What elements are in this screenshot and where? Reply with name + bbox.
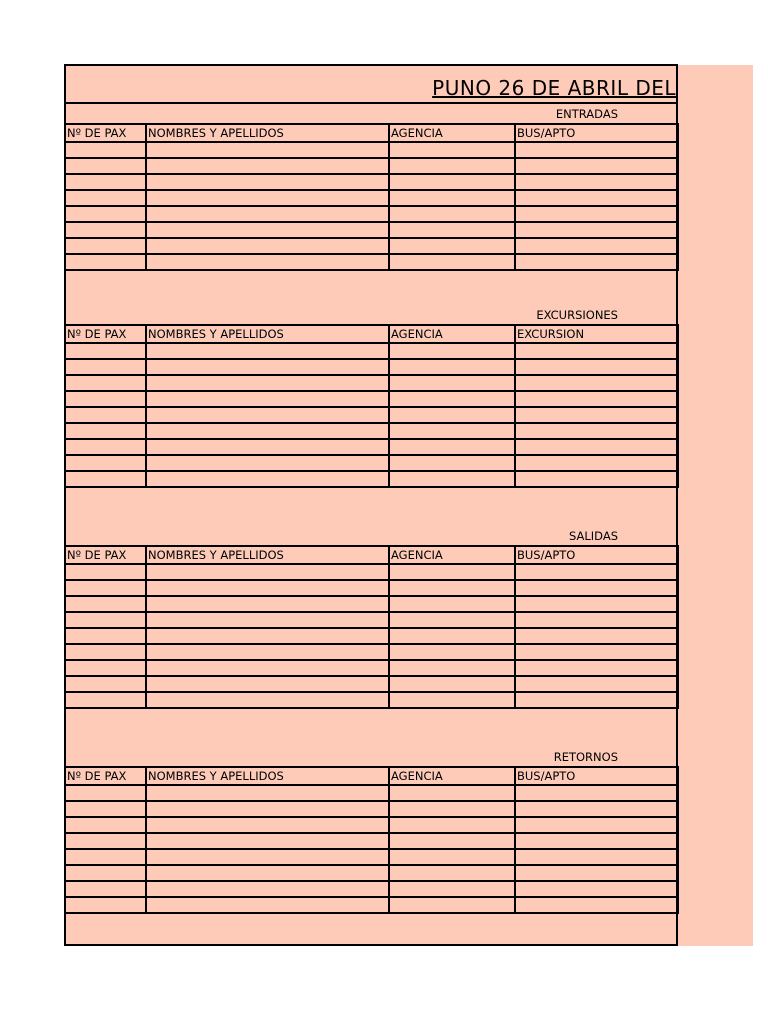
table-cell[interactable] (389, 375, 515, 391)
table-cell[interactable] (389, 897, 515, 913)
table-cell[interactable] (389, 801, 515, 817)
table-cell[interactable] (146, 222, 389, 238)
table-row (66, 222, 678, 238)
table-cell[interactable] (389, 865, 515, 881)
table-cell[interactable] (389, 254, 515, 270)
table-cell[interactable] (515, 676, 678, 692)
table-cell[interactable] (389, 660, 515, 676)
table-cell[interactable] (515, 612, 678, 628)
table-cell[interactable] (66, 817, 146, 833)
table-row (66, 596, 678, 612)
table-cell[interactable] (389, 222, 515, 238)
table-cell[interactable] (146, 692, 389, 708)
page-title: PUNO 26 DE ABRIL DEL (432, 76, 676, 100)
form-sheet (64, 64, 678, 946)
table-cell[interactable] (389, 439, 515, 455)
table-cell[interactable] (146, 359, 389, 375)
table-cell[interactable] (66, 881, 146, 897)
table-row (66, 644, 678, 660)
table-row (66, 375, 678, 391)
table-cell[interactable] (146, 190, 389, 206)
column-header: Nº DE PAX (66, 546, 146, 564)
table-cell[interactable] (146, 238, 389, 254)
table-cell[interactable] (66, 375, 146, 391)
table-cell[interactable] (146, 455, 389, 471)
table-cell[interactable] (515, 190, 678, 206)
table-row (66, 692, 678, 708)
table-cell[interactable] (515, 471, 678, 487)
table-cell[interactable] (146, 254, 389, 270)
table-row (66, 849, 678, 865)
table-cell[interactable] (66, 190, 146, 206)
table-cell[interactable] (66, 801, 146, 817)
section-label-text: EXCURSIONES (536, 308, 618, 322)
header-row (66, 124, 678, 142)
table-cell[interactable] (146, 801, 389, 817)
table-cell[interactable] (515, 455, 678, 471)
table-cell[interactable] (66, 785, 146, 801)
table-cell[interactable] (66, 359, 146, 375)
table-row (66, 801, 678, 817)
table-cell[interactable] (66, 612, 146, 628)
section-label-text: RETORNOS (553, 750, 618, 764)
table-row (66, 190, 678, 206)
table-cell[interactable] (389, 849, 515, 865)
table-cell[interactable] (515, 580, 678, 596)
table-cell[interactable] (146, 849, 389, 865)
column-header: BUS/APTO (515, 546, 678, 564)
table-cell[interactable] (389, 359, 515, 375)
header-row (66, 325, 678, 343)
table-cell[interactable] (515, 865, 678, 881)
table-cell[interactable] (146, 391, 389, 407)
table-cell[interactable] (389, 190, 515, 206)
table-row (66, 580, 678, 596)
table-cell[interactable] (66, 676, 146, 692)
table-cell[interactable] (389, 817, 515, 833)
table-cell[interactable] (389, 158, 515, 174)
table-cell[interactable] (515, 596, 678, 612)
table-cell[interactable] (66, 849, 146, 865)
table-cell[interactable] (389, 676, 515, 692)
table-row (66, 142, 678, 158)
table-cell[interactable] (66, 644, 146, 660)
table-cell[interactable] (515, 206, 678, 222)
table-cell[interactable] (515, 423, 678, 439)
section-label (66, 526, 676, 546)
table-cell[interactable] (66, 222, 146, 238)
table-cell[interactable] (146, 142, 389, 158)
table-cell[interactable] (515, 222, 678, 238)
table-cell[interactable] (146, 343, 389, 359)
table-cell[interactable] (515, 391, 678, 407)
column-header: NOMBRES Y APELLIDOS (146, 325, 389, 343)
table-cell[interactable] (515, 375, 678, 391)
table-cell[interactable] (66, 865, 146, 881)
column-header: AGENCIA (389, 767, 515, 785)
table-cell[interactable] (146, 174, 389, 190)
table-row (66, 439, 678, 455)
table-row (66, 612, 678, 628)
table-cell[interactable] (389, 142, 515, 158)
table-cell[interactable] (66, 628, 146, 644)
table-cell[interactable] (146, 676, 389, 692)
table-row (66, 343, 678, 359)
table-cell[interactable] (389, 423, 515, 439)
table-row (66, 660, 678, 676)
table-cell[interactable] (389, 174, 515, 190)
table-cell[interactable] (146, 596, 389, 612)
column-header: NOMBRES Y APELLIDOS (146, 767, 389, 785)
table-cell[interactable] (146, 471, 389, 487)
column-header: AGENCIA (389, 124, 515, 142)
table-cell[interactable] (66, 439, 146, 455)
column-header: AGENCIA (389, 546, 515, 564)
table-cell[interactable] (146, 865, 389, 881)
column-header: BUS/APTO (515, 124, 678, 142)
table-cell[interactable] (66, 423, 146, 439)
table-cell[interactable] (146, 206, 389, 222)
table-cell[interactable] (515, 238, 678, 254)
table-cell[interactable] (66, 596, 146, 612)
section-label-text: ENTRADAS (555, 107, 618, 121)
table-row (66, 785, 678, 801)
table-row (66, 897, 678, 913)
table-row (66, 471, 678, 487)
table-cell[interactable] (515, 801, 678, 817)
table-cell[interactable] (389, 628, 515, 644)
table-cell[interactable] (389, 644, 515, 660)
table-row (66, 158, 678, 174)
table-cell[interactable] (515, 254, 678, 270)
table-cell[interactable] (515, 644, 678, 660)
column-header: BUS/APTO (515, 767, 678, 785)
section-label (66, 747, 676, 767)
column-header: AGENCIA (389, 325, 515, 343)
table-row (66, 817, 678, 833)
column-header: EXCURSION (515, 325, 678, 343)
table-cell[interactable] (66, 455, 146, 471)
table-row (66, 391, 678, 407)
table-cell[interactable] (389, 391, 515, 407)
table-cell[interactable] (66, 142, 146, 158)
table-cell[interactable] (146, 660, 389, 676)
section-label (66, 104, 676, 124)
table-cell[interactable] (389, 471, 515, 487)
table-cell[interactable] (146, 407, 389, 423)
table-cell[interactable] (146, 158, 389, 174)
table-cell[interactable] (515, 628, 678, 644)
table-cell[interactable] (66, 564, 146, 580)
table-cell[interactable] (515, 660, 678, 676)
table-cell[interactable] (389, 343, 515, 359)
table-row (66, 359, 678, 375)
header-row (66, 767, 678, 785)
table-cell[interactable] (389, 833, 515, 849)
entry-table (66, 123, 679, 271)
table-cell[interactable] (389, 206, 515, 222)
table-row (66, 206, 678, 222)
table-cell[interactable] (146, 423, 389, 439)
table-cell[interactable] (146, 612, 389, 628)
table-cell[interactable] (389, 564, 515, 580)
table-cell[interactable] (66, 391, 146, 407)
table-cell[interactable] (515, 849, 678, 865)
table-cell[interactable] (389, 238, 515, 254)
table-row (66, 881, 678, 897)
table-cell[interactable] (66, 580, 146, 596)
table-cell[interactable] (515, 897, 678, 913)
table-cell[interactable] (146, 564, 389, 580)
table-cell[interactable] (515, 407, 678, 423)
entry-table (66, 545, 679, 709)
title-row (66, 66, 676, 104)
table-cell[interactable] (389, 580, 515, 596)
table-row (66, 628, 678, 644)
table-cell[interactable] (146, 644, 389, 660)
table-cell[interactable] (389, 785, 515, 801)
table-cell[interactable] (515, 564, 678, 580)
section-label (66, 305, 676, 325)
table-cell[interactable] (146, 439, 389, 455)
table-cell[interactable] (515, 817, 678, 833)
table-cell[interactable] (66, 158, 146, 174)
table-cell[interactable] (515, 833, 678, 849)
section-label-text: SALIDAS (569, 529, 618, 543)
entry-table (66, 324, 679, 488)
table-cell[interactable] (515, 692, 678, 708)
table-cell[interactable] (515, 881, 678, 897)
table-cell[interactable] (515, 343, 678, 359)
table-cell[interactable] (66, 471, 146, 487)
table-cell[interactable] (66, 238, 146, 254)
table-cell[interactable] (66, 343, 146, 359)
table-cell[interactable] (389, 612, 515, 628)
table-cell[interactable] (515, 785, 678, 801)
table-row (66, 238, 678, 254)
column-header: Nº DE PAX (66, 325, 146, 343)
table-cell[interactable] (66, 254, 146, 270)
table-cell[interactable] (66, 692, 146, 708)
column-header: Nº DE PAX (66, 767, 146, 785)
table-cell[interactable] (146, 833, 389, 849)
table-row (66, 833, 678, 849)
table-cell[interactable] (146, 375, 389, 391)
table-row (66, 676, 678, 692)
table-cell[interactable] (389, 455, 515, 471)
table-cell[interactable] (515, 359, 678, 375)
table-row (66, 174, 678, 190)
table-cell[interactable] (389, 881, 515, 897)
table-row (66, 564, 678, 580)
table-row (66, 455, 678, 471)
table-row (66, 254, 678, 270)
table-cell[interactable] (515, 439, 678, 455)
table-cell[interactable] (515, 158, 678, 174)
column-header: Nº DE PAX (66, 124, 146, 142)
table-cell[interactable] (146, 628, 389, 644)
table-cell[interactable] (146, 897, 389, 913)
table-cell[interactable] (515, 174, 678, 190)
column-header: NOMBRES Y APELLIDOS (146, 546, 389, 564)
column-header: NOMBRES Y APELLIDOS (146, 124, 389, 142)
table-cell[interactable] (389, 596, 515, 612)
table-cell[interactable] (146, 881, 389, 897)
table-cell[interactable] (66, 833, 146, 849)
table-cell[interactable] (389, 407, 515, 423)
table-cell[interactable] (66, 897, 146, 913)
table-cell[interactable] (389, 692, 515, 708)
table-cell[interactable] (66, 660, 146, 676)
table-cell[interactable] (66, 206, 146, 222)
table-cell[interactable] (66, 174, 146, 190)
header-row (66, 546, 678, 564)
entry-table (66, 766, 679, 914)
table-row (66, 865, 678, 881)
table-cell[interactable] (146, 580, 389, 596)
table-cell[interactable] (146, 817, 389, 833)
table-cell[interactable] (515, 142, 678, 158)
table-row (66, 423, 678, 439)
table-cell[interactable] (146, 785, 389, 801)
table-row (66, 407, 678, 423)
table-cell[interactable] (66, 407, 146, 423)
